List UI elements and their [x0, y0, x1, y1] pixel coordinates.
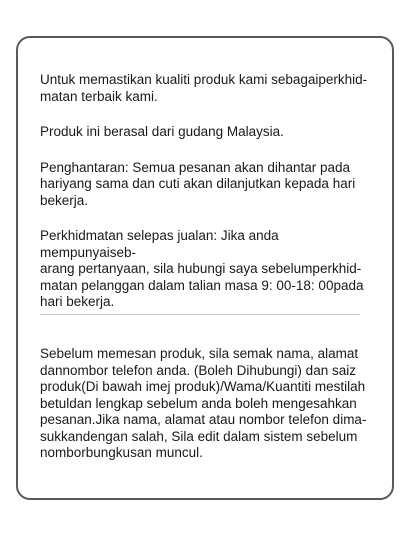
quality-paragraph: Untuk memastikan kualiti produk kami sebagaiperkhid- matan terbaik kami.: [40, 72, 368, 104]
after-sales-paragraph: Perkhidmatan selepas jualan: Jika anda mempunyaiseb- arang pertanyaan, sila hubungi saya sebelumperkhid- matan pelanggan dalam talian masa 9: 00-18: 00pada hari bekerja.: [40, 228, 364, 309]
store-policy-section: [40, 72, 370, 330]
info-card: [16, 36, 394, 500]
order-notice-section: [40, 346, 370, 481]
section-divider: [40, 314, 360, 315]
origin-paragraph: Produk ini berasal dari gudang Malaysia.: [40, 124, 284, 139]
order-check-paragraph: Sebelum memesan produk, sila semak nama, alamat dannombor telefon anda. (Boleh Dihubungi) dan saiz produk(Di bawah imej produk)/Wama/Kuantiti mestilah betuldan lengkap sebelum anda boleh mengesahkan pesanan.Jika nama, alamat atau nombor telefon dima- sukkandengan salah, Sila edit dalam sistem sebelum nomborbungkusan muncul.: [40, 346, 367, 460]
shipping-paragraph: Penghantaran: Semua pesanan akan dihantar pada hariyang sama dan cuti akan dilanjutkan kepada hari bekerja.: [40, 159, 356, 208]
